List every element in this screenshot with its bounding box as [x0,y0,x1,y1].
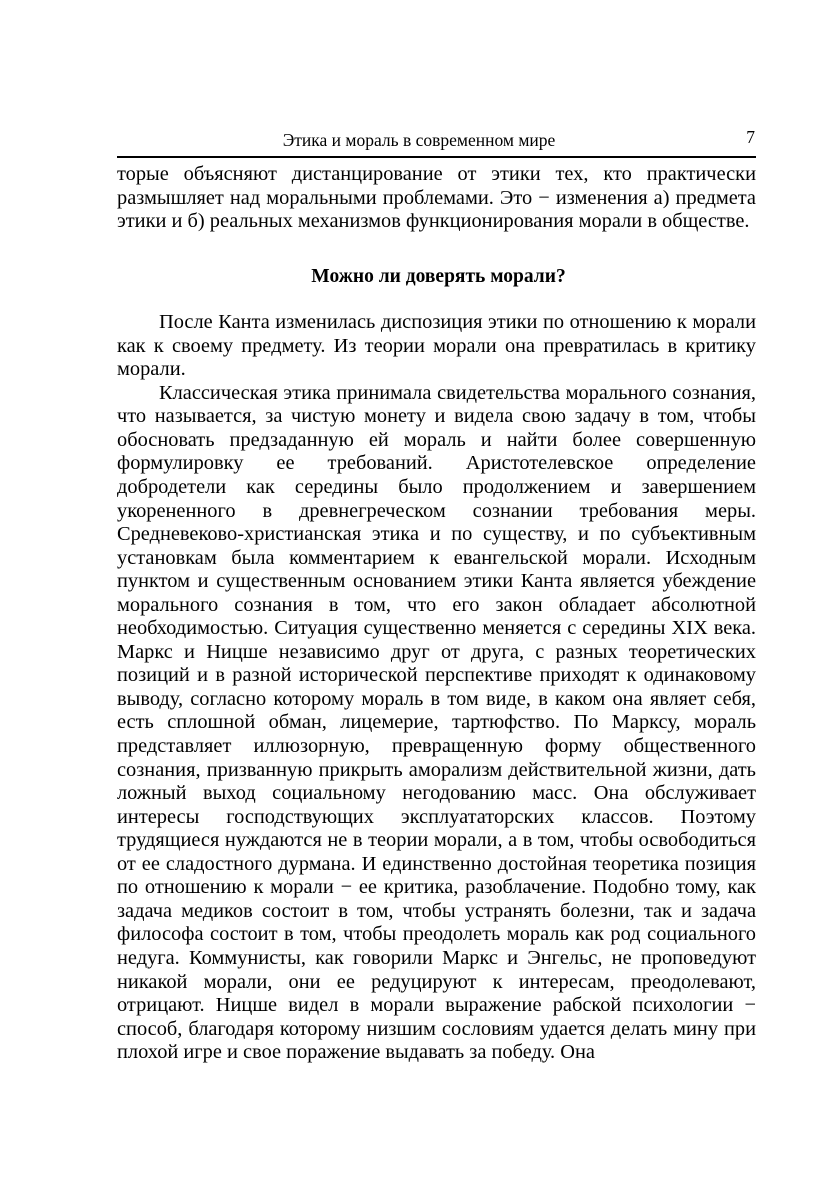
paragraph: После Канта изменилась диспозиция этики по отношению к морали как к своему предмету. Из теории морали она превратилась в критику морали. [117,311,756,381]
header-rule [117,156,756,158]
running-title: Этика и мораль в современном мире [282,130,556,150]
paragraph: Классическая этика принимала свидетельства морального сознания, что называется, за чистую монету и видела свою задачу в том, чтобы обосновать предзаданную ей мораль и найти более совершенную формулировку ее требований. Аристотелевское определение добродетели как середины было продолжением и завершением укорененного в древнегреческом сознании требования меры. Средневеково-христианская этика и по существу, и по субъективным установкам была комментарием к евангельской морали. Исходным пунктом и существенным основанием этики Канта является убеждение морального сознания в том, что его закон обладает абсолютной необходимостью. Ситуация существенно меняется с середины XIX века. Маркс и Ницше независимо друг от друга, с разных теоретических позиций и в разной исторической перспективе приходят к одинаковому выводу, согласно которому мораль в том виде, в каком она являет себя, есть сплошной обман, лицемерие, тартюфство. По Марксу, мораль представляет иллюзорную, превращенную форму общественного сознания, призванную прикрыть аморализм действительной жизни, дать ложный выход социальному негодованию масс. Она обслуживает интересы господствующих эксплуататорских классов. Поэтому трудящиеся нуждаются не в теории морали, а в том, чтобы освободиться от ее сладостного дурмана. И единственно достойная теоретика позиция по отношению к морали − ее критика, разоблачение. Подобно тому, как задача медиков состоит в том, чтобы устранять болезни, так и задача философа состоит в том, чтобы преодолеть мораль как род социального недуга. Коммунисты, как говорили Маркс и Энгельс, не проповедуют никакой морали, они ее редуцируют к интересам, преодолевают, отрицают. Ницше видел в морали выражение рабской психологии − способ, благодаря которому низшим сословиям удается делать мину при плохой игре и свое поражение выдавать за победу. Она [117,381,756,1064]
running-header [117,124,756,156]
continuation-paragraph: торые объясняют дистанцирование от этики тех, кто практически размышляет над моральными проблемами. Это − изменения а) предмета этики и б) реальных механизмов функционирования морали в обществе. [117,163,756,233]
section-heading: Можно ли доверять морали? [311,265,566,287]
body-text [117,163,756,1065]
page-number: 7 [746,127,755,147]
